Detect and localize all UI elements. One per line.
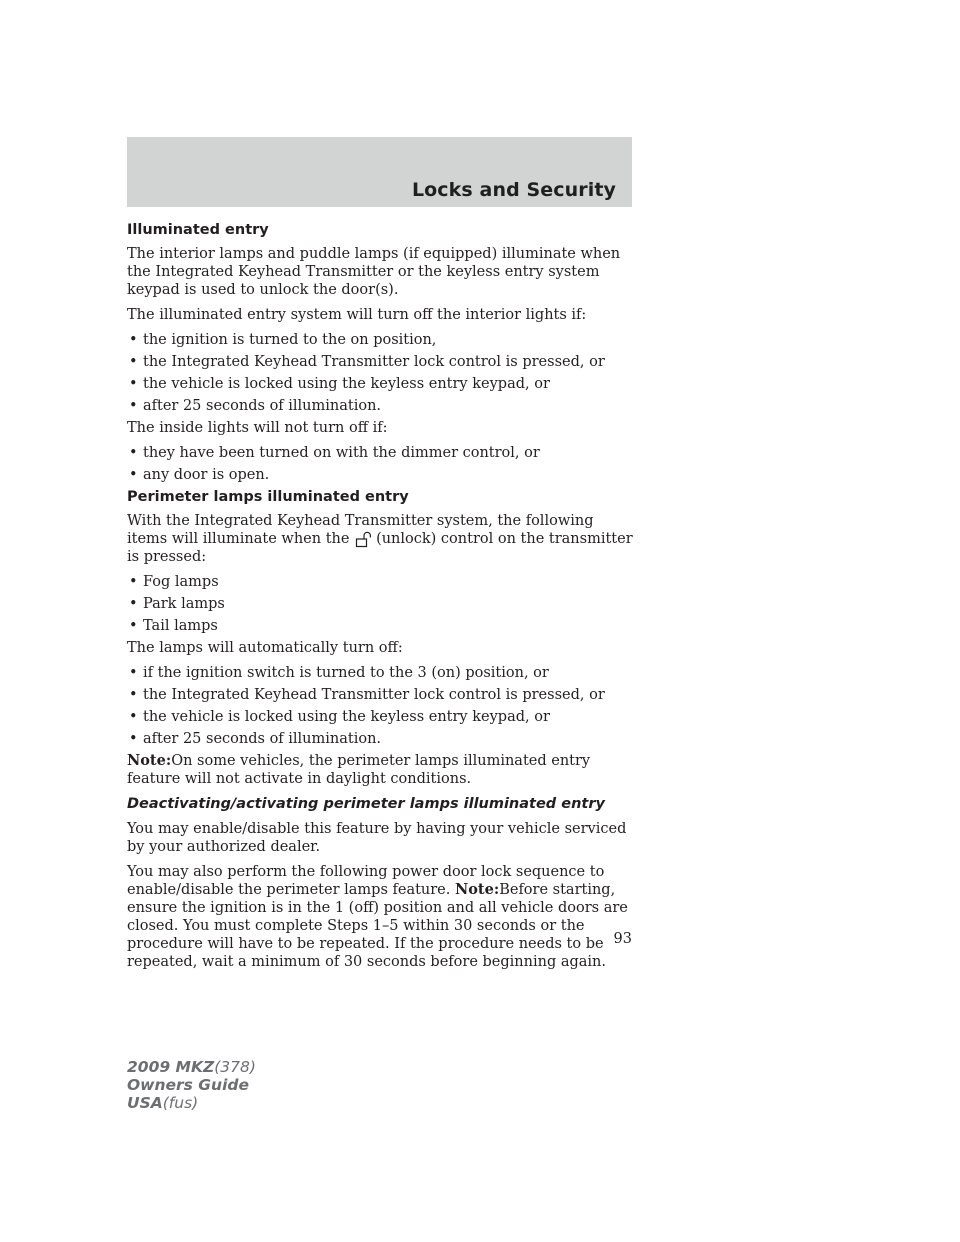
auto-off-list	[127, 664, 637, 748]
heading-perimeter-lamps: Perimeter lamps illuminated entry	[127, 489, 409, 505]
list-item: • Park lamps	[127, 595, 637, 613]
footer-market-code: (fus)	[162, 1094, 199, 1112]
deactivating-para-2	[127, 863, 637, 971]
auto-off-intro: The lamps will automatically turn off:	[127, 640, 403, 656]
footer-edition-info	[127, 1058, 256, 1112]
turn-off-list	[127, 331, 637, 415]
note-text: On some vehicles, the perimeter lamps illuminated entry feature will not activate in daylight conditions.	[127, 753, 591, 787]
turn-off-intro: The illuminated entry system will turn off the interior lights if:	[127, 307, 587, 323]
list-item: • after 25 seconds of illumination.	[127, 397, 637, 415]
footer-guide: Owners Guide	[127, 1076, 249, 1094]
heading-illuminated-entry: Illuminated entry	[127, 222, 269, 238]
unlock-icon	[354, 530, 372, 548]
perimeter-intro	[127, 512, 637, 566]
list-item: • the Integrated Keyhead Transmitter lock control is pressed, or	[127, 353, 637, 371]
illuminated-entry-intro: The interior lamps and puddle lamps (if equipped) illuminate when the Integrated Keyhead Transmitter or the keyless entry system keypad is used to unlock the door(s).	[127, 246, 621, 298]
list-item: • the ignition is turned to the on position,	[127, 331, 637, 349]
stay-on-list	[127, 444, 637, 484]
footer-code: (378)	[214, 1058, 256, 1076]
note-label: Note:	[127, 752, 172, 769]
footer-model: 2009 MKZ	[127, 1058, 215, 1076]
list-item: • the vehicle is locked using the keyless entry keypad, or	[127, 708, 637, 726]
deactivating-para-2-start: You may also perform the following power door lock sequence to enable/disable the perimeter lamps feature.	[127, 864, 605, 898]
list-item: • Fog lamps	[127, 573, 637, 591]
lamp-list	[127, 573, 637, 635]
deactivating-para-2-end: Before starting, ensure the ignition is in the 1 (off) position and all vehicle doors are closed. You must complete Steps 1–5 within 30 seconds or the procedure will have to be repeated. If the procedure needs to be repeated, wait a minimum of 30 seconds before beginning again.	[127, 882, 628, 970]
heading-deactivating: Deactivating/activating perimeter lamps illuminated entry	[127, 796, 605, 812]
page-content	[127, 221, 637, 978]
deactivating-para-1: You may enable/disable this feature by having your vehicle serviced by your authorized dealer.	[127, 821, 627, 855]
list-item: • they have been turned on with the dimmer control, or	[127, 444, 637, 462]
section-header-band	[127, 137, 632, 207]
perimeter-note	[127, 752, 637, 788]
section-title: Locks and Security	[411, 179, 616, 201]
page-number: 93	[613, 931, 632, 947]
stay-on-intro: The inside lights will not turn off if:	[127, 420, 388, 436]
footer-market: USA	[127, 1094, 163, 1112]
list-item: • Tail lamps	[127, 617, 637, 635]
list-item: • after 25 seconds of illumination.	[127, 730, 637, 748]
perimeter-intro-start: With the Integrated Keyhead Transmitter system, the following items will illuminate when the	[127, 513, 594, 547]
note-label: Note:	[455, 881, 500, 898]
list-item: • any door is open.	[127, 466, 637, 484]
perimeter-intro-end: (unlock) control on the transmitter is pressed:	[127, 531, 633, 565]
list-item: • the Integrated Keyhead Transmitter lock control is pressed, or	[127, 686, 637, 704]
list-item: • if the ignition switch is turned to the 3 (on) position, or	[127, 664, 637, 682]
list-item: • the vehicle is locked using the keyless entry keypad, or	[127, 375, 637, 393]
